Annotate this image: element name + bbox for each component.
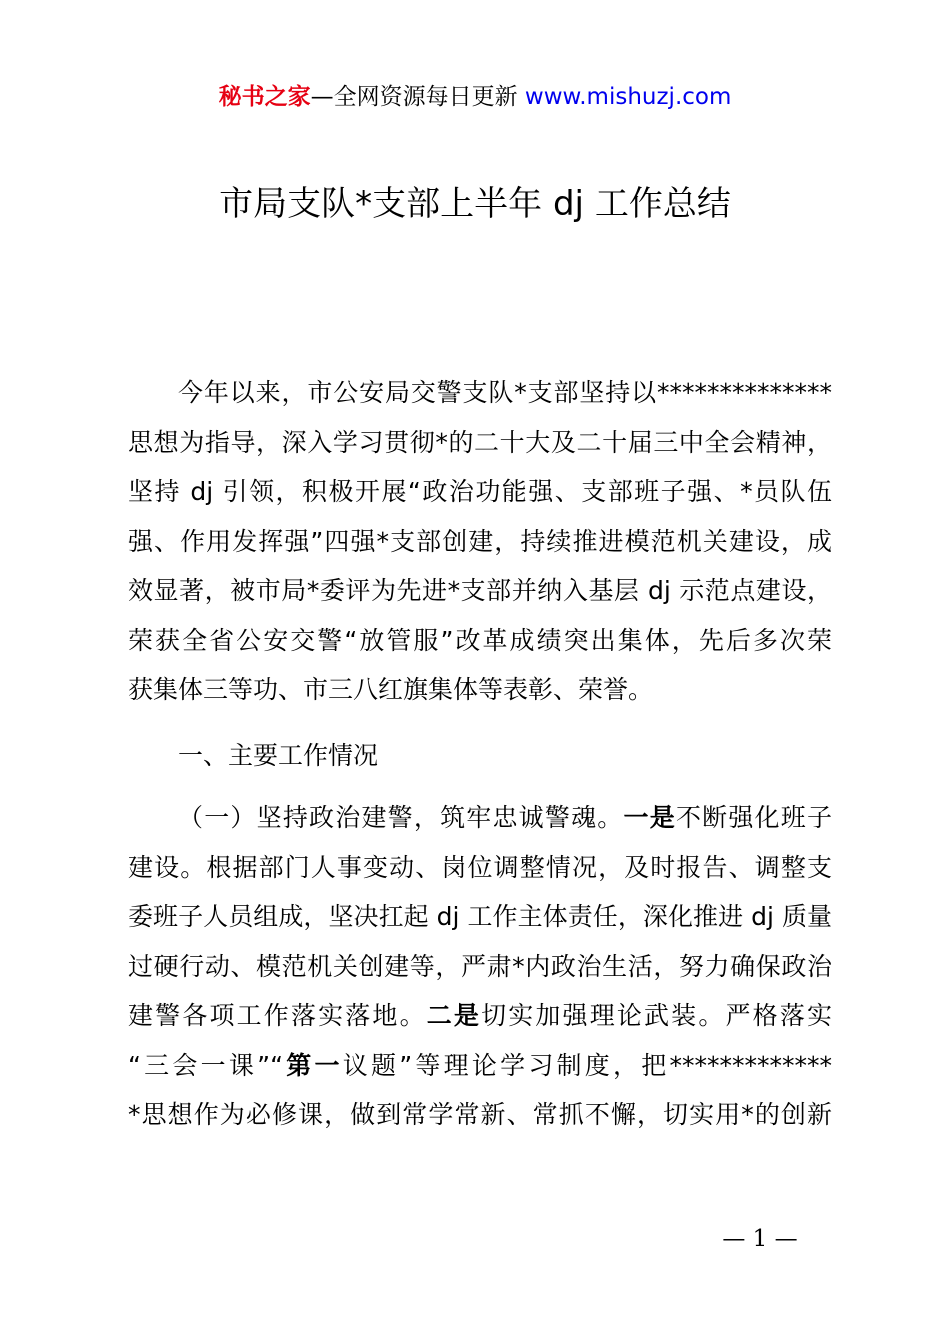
bold-marker: 二是 — [426, 1001, 482, 1030]
section-heading-text: 一、主要工作情况 — [178, 741, 379, 770]
paragraph-line: 荣获全省公安交警“放管服”改革成绩突出集体，先后多次荣 — [128, 625, 832, 655]
document-title: 市局支队*支部上半年 dj 工作总结 — [219, 184, 731, 224]
bold-marker: 一是 — [623, 803, 676, 832]
paragraph-line — [128, 1041, 832, 1091]
paragraph-line: 今年以来，市公安局交警支队*支部坚持以************** — [178, 378, 832, 407]
bold-marker: 第一 — [283, 1050, 343, 1080]
header-tagline: —全网资源每日更新 — [310, 84, 525, 110]
paragraph-line: 委班子人员组成，坚决扛起 dj 工作主体责任，深化推进 dj 质量 — [128, 902, 832, 931]
page-number: — 1 — — [722, 1226, 798, 1252]
intro-paragraph — [128, 368, 832, 715]
paragraph-text: 不断强化班子 — [675, 803, 832, 832]
brand-name: 秘书之家 — [218, 84, 311, 110]
paragraph-text: 议题”等理论学习制度，把************* — [342, 1050, 832, 1080]
paragraph-line: *思想作为必修课，做到常学常新、常抓不懈，切实用*的创新 — [128, 1100, 832, 1129]
paragraph-line: 建设。根据部门人事变动、岗位调整情况，及时报告、调整支 — [128, 852, 832, 882]
site-header — [0, 80, 950, 114]
section-heading — [128, 731, 832, 781]
section-paragraph — [128, 793, 832, 1140]
paragraph-line — [128, 991, 832, 1041]
paragraph-text: 建警各项工作落实落地。 — [128, 1001, 427, 1030]
subsection-heading: （一）坚持政治建警，筑牢忠诚警魂。 — [178, 803, 624, 832]
paragraph-line: 坚持 dj 引领，积极开展“政治功能强、支部班子强、*员队伍 — [128, 477, 832, 506]
paragraph-line — [128, 793, 832, 843]
paragraph-line: 思想为指导，深入学习贯彻*的二十大及二十届三中全会精神， — [128, 427, 832, 457]
paragraph-line: 强、作用发挥强”四强*支部创建，持续推进模范机关建设，成 — [128, 526, 832, 556]
paragraph-text: “三会一课” — [128, 1050, 271, 1080]
paragraph-line: 效显著，被市局*委评为先进*支部并纳入基层 dj 示范点建设， — [128, 576, 832, 605]
paragraph-text: 切实加强理论武装。严格落实 — [481, 1001, 832, 1030]
site-url-link[interactable]: www.mishuzj.com — [524, 84, 732, 110]
paragraph-line: 获集体三等功、市三八红旗集体等表彰、荣誉。 — [128, 675, 654, 704]
paragraph-line: 过硬行动、模范机关创建等，严肃*内政治生活，努力确保政治 — [128, 951, 832, 981]
paragraph-text: “ — [270, 1050, 284, 1080]
